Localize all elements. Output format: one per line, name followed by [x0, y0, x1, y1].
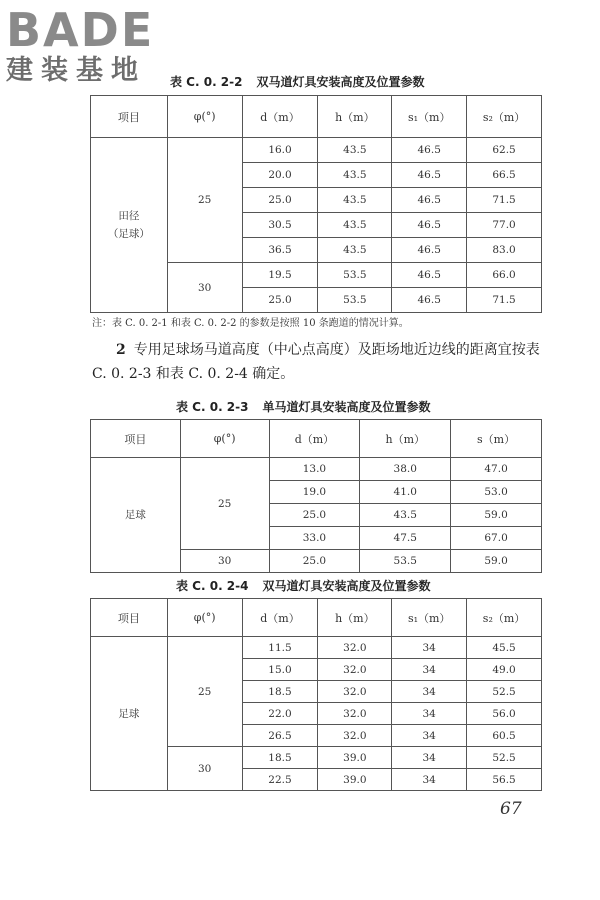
- h-cell: 53.5: [318, 263, 392, 288]
- d-cell: 36.5: [242, 238, 318, 263]
- s2-cell: 66.5: [467, 163, 542, 188]
- s2-cell: 77.0: [467, 213, 542, 238]
- d-cell: 22.0: [242, 703, 318, 725]
- s-cell: 53.0: [451, 481, 542, 504]
- h-cell: 32.0: [318, 659, 392, 681]
- h-cell: 32.0: [318, 637, 392, 659]
- d-cell: 20.0: [242, 163, 318, 188]
- h-cell: 53.5: [360, 550, 451, 573]
- table-row: [91, 637, 542, 659]
- s2-cell: 52.5: [467, 747, 542, 769]
- s1-cell: 46.5: [392, 163, 467, 188]
- caption-title: 双马道灯具安装高度及位置参数: [262, 579, 431, 593]
- s-cell: 59.0: [451, 504, 542, 527]
- table-caption-c022: [170, 73, 425, 90]
- h-cell: 32.0: [318, 681, 392, 703]
- s2-cell: 83.0: [467, 238, 542, 263]
- s2-cell: 62.5: [467, 138, 542, 163]
- h-cell: 43.5: [360, 504, 451, 527]
- h-cell: 32.0: [318, 703, 392, 725]
- table-caption-c023: [176, 398, 431, 415]
- header-item: 项目: [91, 420, 181, 458]
- h-cell: 32.0: [318, 725, 392, 747]
- d-cell: 18.5: [242, 747, 318, 769]
- s2-cell: 56.0: [467, 703, 542, 725]
- h-cell: 39.0: [318, 769, 392, 791]
- paragraph-text: 专用足球场马道高度（中心点高度）及距场地近边线的距离宜按表 C. 0. 2-3 和表 C. 0. 2-4 确定。: [92, 342, 540, 382]
- d-cell: 16.0: [242, 138, 318, 163]
- header-d: d（m）: [242, 599, 318, 637]
- logo-subtitle: 建装基地: [6, 55, 146, 86]
- caption-title: 双马道灯具安装高度及位置参数: [256, 75, 425, 89]
- s1-cell: 34: [392, 637, 467, 659]
- d-cell: 19.5: [242, 263, 318, 288]
- table-row: [91, 138, 542, 163]
- header-d: d（m）: [242, 96, 318, 138]
- header-item: 项目: [91, 96, 168, 138]
- d-cell: 30.5: [242, 213, 318, 238]
- header-s1: s₁（m）: [392, 599, 467, 637]
- s-cell: 47.0: [451, 458, 542, 481]
- page-number: 67: [500, 799, 522, 819]
- s1-cell: 46.5: [392, 263, 467, 288]
- d-cell: 33.0: [269, 527, 360, 550]
- caption-title: 单马道灯具安装高度及位置参数: [262, 400, 431, 414]
- paragraph-number: 2: [116, 342, 126, 358]
- item-cell: 足球: [91, 637, 168, 791]
- header-d: d（m）: [269, 420, 360, 458]
- logo-wordmark: BADE: [6, 3, 155, 57]
- table-header-row: [91, 96, 542, 138]
- s-cell: 67.0: [451, 527, 542, 550]
- phi-cell: 30: [180, 550, 269, 573]
- caption-number: 表 C. 0. 2-4: [176, 579, 249, 593]
- table-c022: [90, 95, 542, 313]
- header-h: h（m）: [360, 420, 451, 458]
- header-item: 项目: [91, 599, 168, 637]
- h-cell: 43.5: [318, 213, 392, 238]
- header-h: h（m）: [318, 96, 392, 138]
- phi-cell: 25: [167, 138, 242, 263]
- d-cell: 13.0: [269, 458, 360, 481]
- table-header-row: [91, 420, 542, 458]
- item-cell: 足球: [91, 458, 181, 573]
- table-header-row: [91, 599, 542, 637]
- table-caption-c024: [176, 577, 431, 594]
- caption-number: 表 C. 0. 2-3: [176, 400, 249, 414]
- h-cell: 43.5: [318, 163, 392, 188]
- h-cell: 43.5: [318, 138, 392, 163]
- table-note: 注：表 C. 0. 2-1 和表 C. 0. 2-2 的参数是按照 10 条跑道的情况计算。: [92, 318, 409, 329]
- d-cell: 25.0: [242, 288, 318, 313]
- s1-cell: 46.5: [392, 138, 467, 163]
- s2-cell: 52.5: [467, 681, 542, 703]
- phi-cell: 30: [167, 263, 242, 313]
- table-c023: [90, 419, 542, 573]
- s2-cell: 71.5: [467, 188, 542, 213]
- s1-cell: 34: [392, 747, 467, 769]
- h-cell: 41.0: [360, 481, 451, 504]
- s1-cell: 46.5: [392, 188, 467, 213]
- bade-logo: [6, 3, 155, 86]
- s2-cell: 56.5: [467, 769, 542, 791]
- header-phi: φ(°): [167, 599, 242, 637]
- d-cell: 15.0: [242, 659, 318, 681]
- s1-cell: 34: [392, 725, 467, 747]
- h-cell: 53.5: [318, 288, 392, 313]
- header-s: s（m）: [451, 420, 542, 458]
- d-cell: 18.5: [242, 681, 318, 703]
- d-cell: 25.0: [269, 550, 360, 573]
- h-cell: 39.0: [318, 747, 392, 769]
- header-s2: s₂（m）: [467, 599, 542, 637]
- s1-cell: 34: [392, 703, 467, 725]
- d-cell: 11.5: [242, 637, 318, 659]
- table-c024: [90, 598, 542, 791]
- s2-cell: 60.5: [467, 725, 542, 747]
- s2-cell: 66.0: [467, 263, 542, 288]
- h-cell: 43.5: [318, 188, 392, 213]
- s-cell: 59.0: [451, 550, 542, 573]
- h-cell: 47.5: [360, 527, 451, 550]
- body-paragraph: [92, 338, 542, 386]
- header-phi: φ(°): [180, 420, 269, 458]
- header-s2: s₂（m）: [467, 96, 542, 138]
- s2-cell: 49.0: [467, 659, 542, 681]
- s2-cell: 45.5: [467, 637, 542, 659]
- caption-number: 表 C. 0. 2-2: [170, 75, 243, 89]
- phi-cell: 25: [167, 637, 242, 747]
- header-s1: s₁（m）: [392, 96, 467, 138]
- d-cell: 22.5: [242, 769, 318, 791]
- s1-cell: 46.5: [392, 288, 467, 313]
- d-cell: 19.0: [269, 481, 360, 504]
- d-cell: 26.5: [242, 725, 318, 747]
- d-cell: 25.0: [269, 504, 360, 527]
- phi-cell: 30: [167, 747, 242, 791]
- h-cell: 38.0: [360, 458, 451, 481]
- s1-cell: 34: [392, 659, 467, 681]
- s2-cell: 71.5: [467, 288, 542, 313]
- h-cell: 43.5: [318, 238, 392, 263]
- s1-cell: 46.5: [392, 213, 467, 238]
- s1-cell: 34: [392, 769, 467, 791]
- s1-cell: 34: [392, 681, 467, 703]
- item-cell: 田径 （足球）: [91, 138, 168, 313]
- header-phi: φ(°): [167, 96, 242, 138]
- table-row: [91, 458, 542, 481]
- header-h: h（m）: [318, 599, 392, 637]
- s1-cell: 46.5: [392, 238, 467, 263]
- d-cell: 25.0: [242, 188, 318, 213]
- phi-cell: 25: [180, 458, 269, 550]
